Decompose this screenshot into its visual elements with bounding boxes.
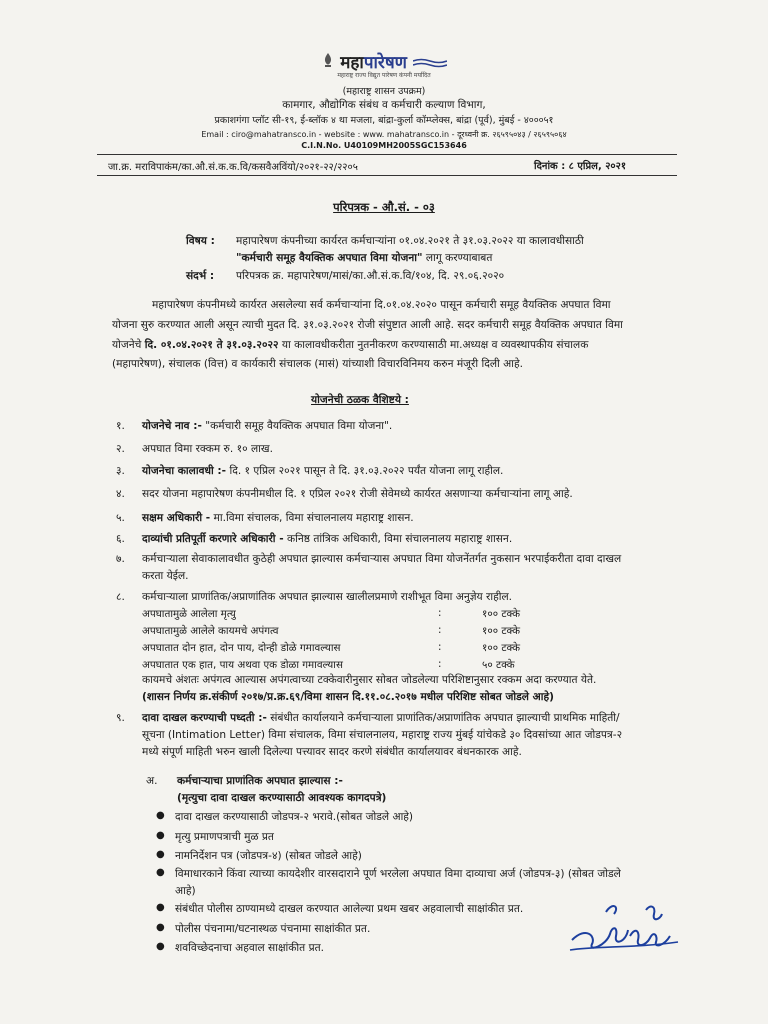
bullet-icon: ● (156, 902, 165, 913)
item-number: ९. (116, 712, 125, 724)
coverage-row-label: अपघातामुळे आलेले कायमचे अपंगत्व (142, 625, 279, 637)
handwritten-signature (566, 896, 686, 958)
contact-line: Email : ciro@mahatransco.in - website : www. mahatransco.in - दूरध्वनी क्र. २६५९५०४३ / २६५९५०६४ (201, 130, 567, 139)
subject-line-2: "कर्मचारी समूह वैयक्तिक अपघात विमा योजना" लागू करण्याबाबत (236, 252, 493, 264)
item-number: ४. (116, 488, 125, 500)
bullet-icon: ● (156, 849, 165, 860)
reference-label: संदर्भ : (186, 270, 215, 282)
item-reimbursing-officer: दाव्यांची प्रतिपूर्ती करणारे अधिकारी - कनिष्ठ तांत्रिक अधिकारी, विमा संचालनालय महाराष्ट्र शासन. (142, 533, 513, 545)
document-list-item: संबंधीत पोलीस ठाण्यामध्ये दाखल करण्यात आलेल्या प्रथम खबर अहवालाची साक्षांकीत प्रत. (175, 903, 524, 915)
document-list-item-continued: आहे) (175, 885, 196, 897)
coverage-row-label: अपघातात दोन हात, दोन पाय, दोन्ही डोळे गमावल्यास (142, 642, 341, 654)
circular-title: परिपत्रक - औ.सं. - ०३ (333, 200, 435, 214)
subject-line-1: महापारेषण कंपनीच्या कार्यरत कर्मचाऱ्यांना ०१.०४.२०२१ ते ३१.०३.२०२२ या कालावधीसाठी (236, 235, 584, 247)
item-applicability: सदर योजना महापारेषण कंपनीमधील दि. १ एप्रिल २०२१ रोजी सेवेमध्ये कार्यरत असणाऱ्या कर्मचाऱ्यांना लागू आहे. (142, 488, 573, 500)
para-line-3: योजनेचे दि. ०१.०४.२०२१ ते ३१.०३.२०२२ या कालावधीकरीता नुतनीकरण करण्यासाठी मा.अध्यक्ष व व्यवस्थापकीय संचालक (112, 339, 589, 351)
subject-label: विषय : (186, 235, 215, 247)
partial-disability-note: कायमचे अंशतः अपंगत्व आल्यास अपंगत्वाच्या टक्केवारीनुसार सोबत जोडलेल्या परिशिष्टानुसार रक्कम अदा करण्यात येते. (142, 674, 597, 686)
para-line-1: महापारेषण कंपनीमध्ये कार्यरत असलेल्या सर्व कर्मचाऱ्यांना दि.०१.०४.२०२० पासून कर्मचारी समूह वैयक्तिक अपघात विमा (152, 299, 611, 311)
item-number: २. (116, 443, 125, 455)
item-number: ८. (116, 591, 125, 603)
circular-date: दिनांक : ८ एप्रिल, २०२१ (534, 161, 627, 172)
item-number: ६. (116, 533, 125, 545)
logo-tagline: महाराष्ट्र राज्य विद्युत पारेषण कंपनी मर्यादित (337, 72, 431, 79)
coverage-row-value: १०० टक्के (482, 608, 521, 620)
coverage-row-value: १०० टक्के (482, 625, 521, 637)
reference-number: जा.क्र. मराविपाकंम/का.औ.सं.क.क.वि/कसवैअविंयो/२०२१-२२/२२०५ (108, 162, 358, 173)
bullet-icon: ● (156, 941, 165, 952)
para-line-2: योजना सुरु करण्यात आली असून त्याची मुदत दि. ३१.०३.२०२१ रोजी संपुष्टात आली आहे. सदर कर्मचारी समूह वैयक्तिक अपघात विमा (112, 319, 623, 331)
item-claim-line-1: कर्मचाऱ्याला सेवाकालावधीत कुठेही अपघात झाल्यास कर्मचाऱ्यास अपघात विमा योजनेंतर्गत नुकसान भरपाईकरीता दावा दाखल (142, 553, 622, 565)
govt-undertaking: (महाराष्ट्र शासन उपक्रम) (342, 86, 426, 97)
bullet-icon: ● (156, 830, 165, 841)
company-logo (0, 50, 768, 73)
coverage-row-colon: : (438, 624, 442, 636)
coverage-row-colon: : (438, 607, 442, 619)
coverage-row-label: अपघातात एक हात, पाय अथवा एक डोळा गमावल्यास (142, 659, 343, 671)
document-list-item: नामनिर्देशन पत्र (जोडपत्र-४) (सोबत जोडले आहे) (175, 850, 362, 862)
government-resolution-note: (शासन निर्णय क्र.संकीर्ण २०१७/प्र.क्र.६९/विमा शासन दि.११.०८.२०१७ मधील परिशिष्ट सोबत जोडले आहे) (142, 691, 554, 703)
claim-procedure-line-3: मध्ये संपूर्ण माहिती भरुन खाली दिलेल्या पत्त्यावर सादर करणे संबंधीत कार्यालयावर बंधनकारक आहे. (142, 746, 522, 758)
bullet-icon: ● (156, 810, 165, 821)
item-number: ५. (116, 512, 125, 524)
header-divider (97, 154, 677, 155)
item-number: ७. (116, 553, 125, 565)
document-list-item: शवविच्छेदनाचा अहवाल साक्षांकीत प्रत. (175, 942, 325, 954)
ref-divider (97, 175, 677, 176)
department-name: कामगार, औद्योगिक संबंध व कर्मचारी कल्याण विभाग, (282, 99, 486, 111)
features-heading: योजनेची ठळक वैशिष्टये : (311, 394, 409, 406)
coverage-row-colon: : (438, 658, 442, 670)
coverage-row-colon: : (438, 641, 442, 653)
coverage-row-value: ५० टक्के (482, 659, 515, 671)
reference-text: परिपत्रक क्र. महापारेषण/मासं/का.औ.सं.क.वि/१०४, दि. २९.०६.२०२० (236, 270, 505, 282)
item-insured-amount: अपघात विमा रक्कम रु. १० लाख. (142, 443, 273, 455)
cin-number: C.I.N.No. U40109MH2005SGC153646 (301, 141, 467, 150)
logo-waves-icon (413, 58, 447, 68)
document-list-item: दावा दाखल करण्यासाठी जोडपत्र-२ भरावे.(सोबत जोडले आहे) (175, 811, 414, 823)
item-scheme-period: योजनेचा कालावधी :- दि. १ एप्रिल २०२१ पासून ते दि. ३१.०३.२०२२ पर्यंत योजना लागू राहील. (142, 465, 504, 477)
item-competent-authority: सक्षम अधिकारी - मा.विमा संचालक, विमा संचालनालय महाराष्ट्र शासन. (142, 512, 414, 524)
fatal-accident-heading: कर्मचाऱ्याचा प्राणांतिक अपघात झाल्यास :- (177, 775, 343, 787)
item-number: ३. (116, 465, 125, 477)
logo-wordmark: महापारेषण (340, 50, 447, 73)
bullet-icon: ● (156, 922, 165, 933)
item-claim-line-2: करता येईल. (142, 570, 189, 582)
item-number: १. (116, 420, 125, 432)
para-line-4: (महापारेषण), संचालक (वित्त) व कार्यकारी संचालक (मासं) यांच्याशी विचारविनिमय करुन मंजूरी दिली आहे. (112, 358, 523, 370)
document-list-item: विमाधारकाने किंवा त्याच्या कायदेशीर वारसदाराने पूर्ण भरलेला अपघात विमा दाव्याचा अर्ज (जोडपत्र-३) (सोबत जोडले (175, 868, 621, 880)
coverage-row-label: अपघातामुळे आलेला मृत्यु (142, 608, 236, 620)
document-list-item: मृत्यु प्रमाणपत्राची मुळ प्रत (175, 831, 274, 843)
mahatransco-logo-icon (321, 52, 335, 72)
document-list-item: पोलीस पंचनामा/घटनास्थळ पंचनामा साक्षांकीत प्रत. (175, 923, 371, 935)
claim-procedure-line-2: सूचना (Intimation Letter) विमा संचालक, विमा संचालनालय, महाराष्ट्र राज्य मुंबई यांचेकडे ३० दिवसांच्या आत जोडपत्र-२ (142, 729, 623, 741)
office-address: प्रकाशगंगा प्लॉट सी-१९, ई-ब्लॉक ४ था मजला, बांद्रा-कुर्ला कॉम्प्लेक्स, बांद्रा (पूर्व), मुंबई - ४०००५१ (214, 115, 554, 126)
claim-procedure-line-1: दावा दाखल करण्याची पध्दती :- संबंधीत कार्यालयाने कर्मचाऱ्याला प्राणांतिक/अप्राणांतिक अपघात झाल्याची प्राथमिक माहिती/ (142, 712, 620, 724)
coverage-row-value: १०० टक्के (482, 642, 521, 654)
subsection-marker: अ. (146, 775, 158, 787)
item-coverage-intro: कर्मचाऱ्याला प्राणांतिक/अप्राणांतिक अपघात झाल्यास खालीलप्रमाणे राशीभूत विमा अनुज्ञेय राहील. (142, 591, 513, 603)
death-claim-documents-heading: (मृत्युचा दावा दाखल करण्यासाठी आवश्यक कागदपत्रे) (177, 792, 387, 804)
item-scheme-name: योजनेचे नाव :- "कर्मचारी समूह वैयक्तिक अपघात विमा योजना". (142, 420, 393, 432)
bullet-icon: ● (156, 867, 165, 878)
